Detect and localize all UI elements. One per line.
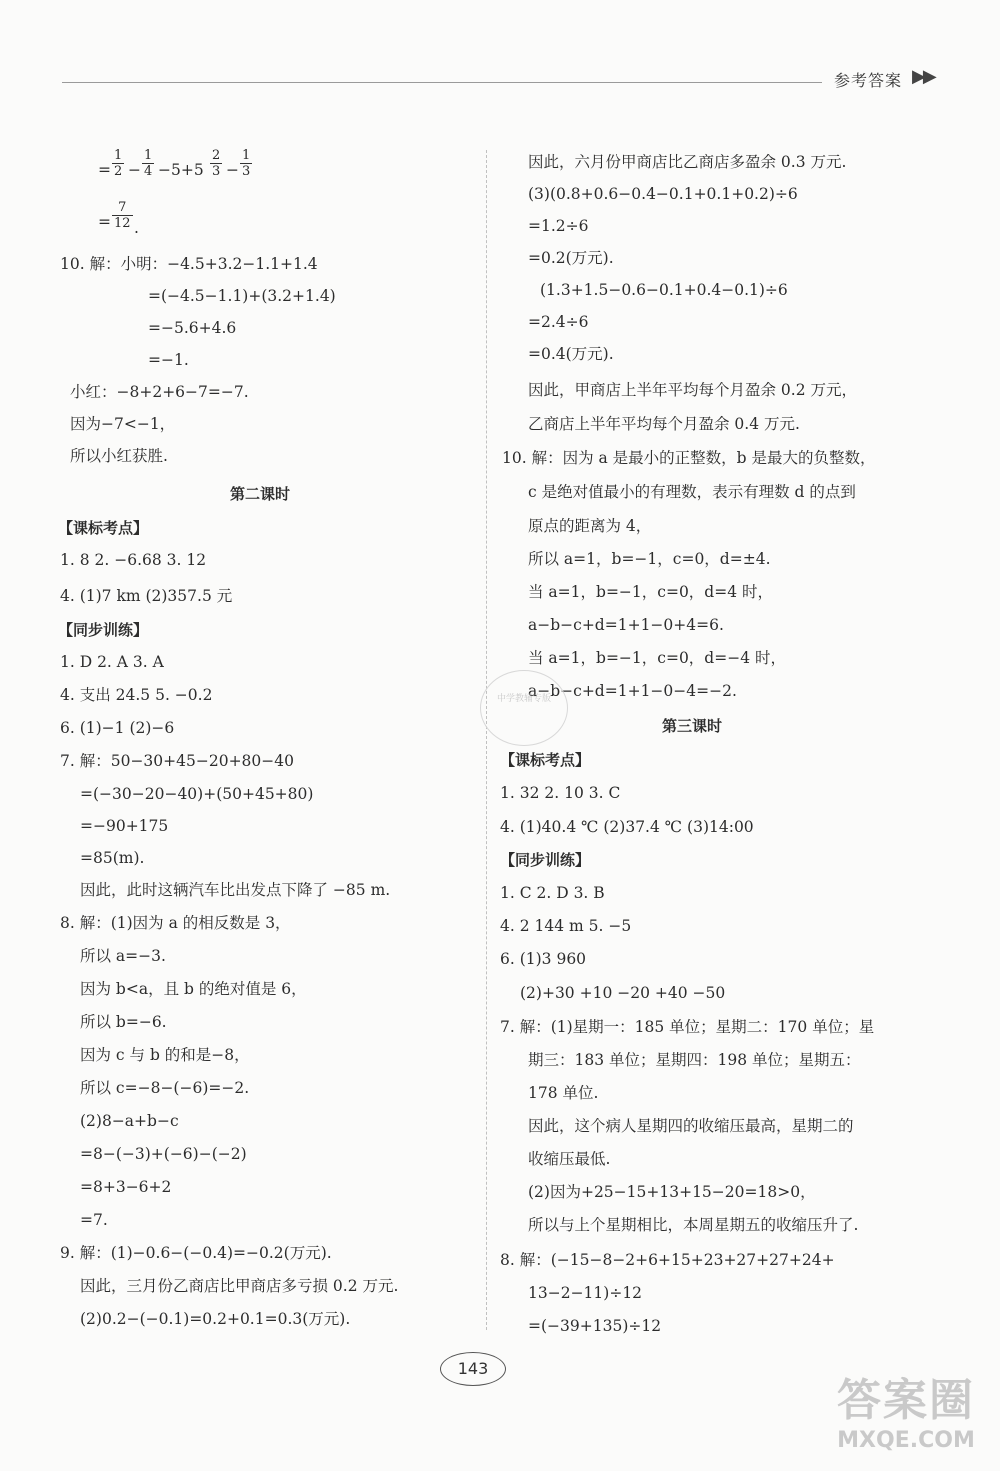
arrow-icon: ▶▶ bbox=[912, 66, 934, 87]
header-label: 参考答案 bbox=[834, 71, 903, 90]
fraction bbox=[210, 148, 222, 179]
text-line: 7. 解：(1)星期一：185 单位；星期二：170 单位；星 bbox=[500, 1018, 875, 1036]
text-line: 所以 c=−8−(−6)=−2. bbox=[80, 1079, 250, 1097]
text-line: c 是绝对值最小的有理数，表示有理数 d 的点到 bbox=[528, 483, 856, 501]
answer-line: 1. C 2. D 3. B bbox=[500, 884, 605, 902]
answer-line: 4. 2 144 m 5. −5 bbox=[500, 917, 632, 935]
answer-line: 1. 32 2. 10 3. C bbox=[500, 784, 621, 802]
text-line: 所以小红获胜. bbox=[70, 447, 168, 465]
answer-line: 6. (1)3 960 bbox=[500, 950, 587, 968]
text-line: =1.2÷6 bbox=[528, 217, 589, 235]
header-rule bbox=[62, 82, 822, 83]
text-line: (2)0.2−(−0.1)=0.2+0.1=0.3(万元). bbox=[80, 1310, 351, 1328]
text-line: 所以 a=−3. bbox=[80, 947, 166, 965]
text-line: a−b−c+d=1+1−0−4=−2. bbox=[528, 682, 737, 700]
text-line: 小红：−8+2+6−7=−7. bbox=[70, 383, 249, 401]
text-line: =(−30−20−40)+(50+45+80) bbox=[80, 785, 314, 803]
text-line: 8. 解：(1)因为 a 的相反数是 3， bbox=[60, 914, 291, 932]
answer-line: 4. (1)7 km (2)357.5 元 bbox=[60, 587, 233, 605]
text-line: 收缩压最低. bbox=[528, 1150, 611, 1168]
column-divider bbox=[486, 150, 487, 1330]
answer-line: 6. (1)−1 (2)−6 bbox=[60, 719, 175, 737]
text-line: (1.3+1.5−0.6−0.1+0.4−0.1)÷6 bbox=[540, 281, 788, 299]
watermark-cn: 答案圈 bbox=[837, 1375, 975, 1426]
numerator: 2 bbox=[212, 148, 221, 163]
text-line: 因此，此时这辆汽车比出发点下降了 −85 m. bbox=[80, 881, 391, 899]
text-line: 因此，六月份甲商店比乙商店多盈余 0.3 万元. bbox=[528, 153, 847, 171]
text-line: 期三：183 单位；星期四：198 单位；星期五： bbox=[528, 1051, 861, 1069]
operator: − bbox=[128, 161, 141, 179]
text-line: 当 a=1，b=−1，c=0，d=−4 时， bbox=[528, 649, 786, 667]
text-line: (3)(0.8+0.6−0.4−0.1+0.1+0.2)÷6 bbox=[528, 185, 798, 203]
text-line: (2)8−a+b−c bbox=[80, 1112, 179, 1130]
answer-line: (2)+30 +10 −20 +40 −50 bbox=[520, 984, 726, 1002]
answer-line: 4. 支出 24.5 5. −0.2 bbox=[60, 686, 213, 704]
numerator: 1 bbox=[114, 148, 123, 163]
text-line: =0.2(万元). bbox=[528, 249, 614, 267]
denominator: 12 bbox=[114, 216, 131, 231]
text-line: =−90+175 bbox=[80, 817, 169, 835]
text-line: 所以 a=1，b=−1，c=0，d=±4. bbox=[528, 550, 771, 568]
text-line: 10. 解：因为 a 是最小的正整数，b 是最大的负整数， bbox=[502, 449, 876, 467]
fraction bbox=[240, 148, 252, 179]
denominator: 3 bbox=[212, 164, 221, 179]
frac-suffix: . bbox=[134, 219, 139, 237]
fraction bbox=[112, 148, 124, 179]
section-title: 【同步训练】 bbox=[58, 621, 149, 639]
text-line: 8. 解：(−15−8−2+6+15+23+27+27+24+ bbox=[500, 1251, 835, 1269]
frac-prefix: = bbox=[98, 161, 111, 179]
operator: − bbox=[226, 161, 239, 179]
text-line: 因此，甲商店上半年平均每个月盈余 0.2 万元， bbox=[528, 381, 858, 399]
text-line: 13−2−11)÷12 bbox=[528, 1284, 643, 1302]
text-line: =0.4(万元). bbox=[528, 345, 614, 363]
text-line: 7. 解：50−30+45−20+80−40 bbox=[60, 752, 294, 770]
watermark-logo bbox=[826, 1374, 986, 1464]
text-line: 178 单位. bbox=[528, 1084, 599, 1102]
answer-line: 1. 8 2. −6.68 3. 12 bbox=[60, 551, 207, 569]
fraction bbox=[142, 148, 154, 179]
numerator: 1 bbox=[144, 148, 153, 163]
operator: −5+5 bbox=[158, 161, 204, 179]
text-line: 当 a=1，b=−1，c=0，d=4 时， bbox=[528, 583, 774, 601]
text-line: 9. 解：(1)−0.6−(−0.4)=−0.2(万元). bbox=[60, 1244, 332, 1262]
text-line: =7. bbox=[80, 1211, 108, 1229]
text-line: 所以 b=−6. bbox=[80, 1013, 167, 1031]
text-line: =−1. bbox=[148, 351, 189, 369]
denominator: 2 bbox=[114, 164, 123, 179]
answer-line: 1. D 2. A 3. A bbox=[60, 653, 164, 671]
text-line: =85(m). bbox=[80, 849, 145, 867]
lesson-heading: 第二课时 bbox=[230, 485, 291, 503]
denominator: 3 bbox=[242, 164, 251, 179]
lesson-heading: 第三课时 bbox=[662, 717, 723, 735]
text-line: 因为 c 与 b 的和是−8， bbox=[80, 1046, 250, 1064]
answer-line: 4. (1)40.4 ℃ (2)37.4 ℃ (3)14:00 bbox=[500, 818, 754, 836]
section-title: 【课标考点】 bbox=[500, 751, 591, 769]
text-line: =2.4÷6 bbox=[528, 313, 589, 331]
text-line: 乙商店上半年平均每个月盈余 0.4 万元. bbox=[528, 415, 800, 433]
watermark-en: MXQE.COM bbox=[837, 1428, 975, 1453]
text-line: 因此，这个病人星期四的收缩压最高，星期二的 bbox=[528, 1117, 854, 1135]
text-line: 原点的距离为 4， bbox=[528, 517, 652, 535]
section-title: 【课标考点】 bbox=[58, 519, 149, 537]
page-number: 143 bbox=[440, 1352, 506, 1386]
text-line: =8+3−6+2 bbox=[80, 1178, 172, 1196]
text-line: a−b−c+d=1+1−0+4=6. bbox=[528, 616, 724, 634]
text-line: =8−(−3)+(−6)−(−2) bbox=[80, 1145, 247, 1163]
numerator: 7 bbox=[112, 200, 133, 216]
text-line: (2)因为+25−15+13+15−20=18>0， bbox=[528, 1183, 816, 1201]
frac-prefix: = bbox=[98, 213, 111, 231]
text-line: =(−39+135)÷12 bbox=[528, 1317, 662, 1335]
text-line: =(−4.5−1.1)+(3.2+1.4) bbox=[148, 287, 336, 305]
fraction bbox=[112, 200, 133, 231]
text-line: 因为 b<a，且 b 的绝对值是 6， bbox=[80, 980, 307, 998]
text-line: 因为−7<−1， bbox=[70, 415, 176, 433]
stamp-mark: 中学教辅专版 bbox=[480, 670, 568, 746]
numerator: 1 bbox=[242, 148, 251, 163]
text-line: 10. 解：小明：−4.5+3.2−1.1+1.4 bbox=[60, 255, 318, 273]
text-line: 因此，三月份乙商店比甲商店多亏损 0.2 万元. bbox=[80, 1277, 399, 1295]
denominator: 4 bbox=[144, 164, 153, 179]
text-line: 所以与上个星期相比，本周星期五的收缩压升了. bbox=[528, 1216, 859, 1234]
text-line: =−5.6+4.6 bbox=[148, 319, 237, 337]
section-title: 【同步训练】 bbox=[500, 851, 591, 869]
